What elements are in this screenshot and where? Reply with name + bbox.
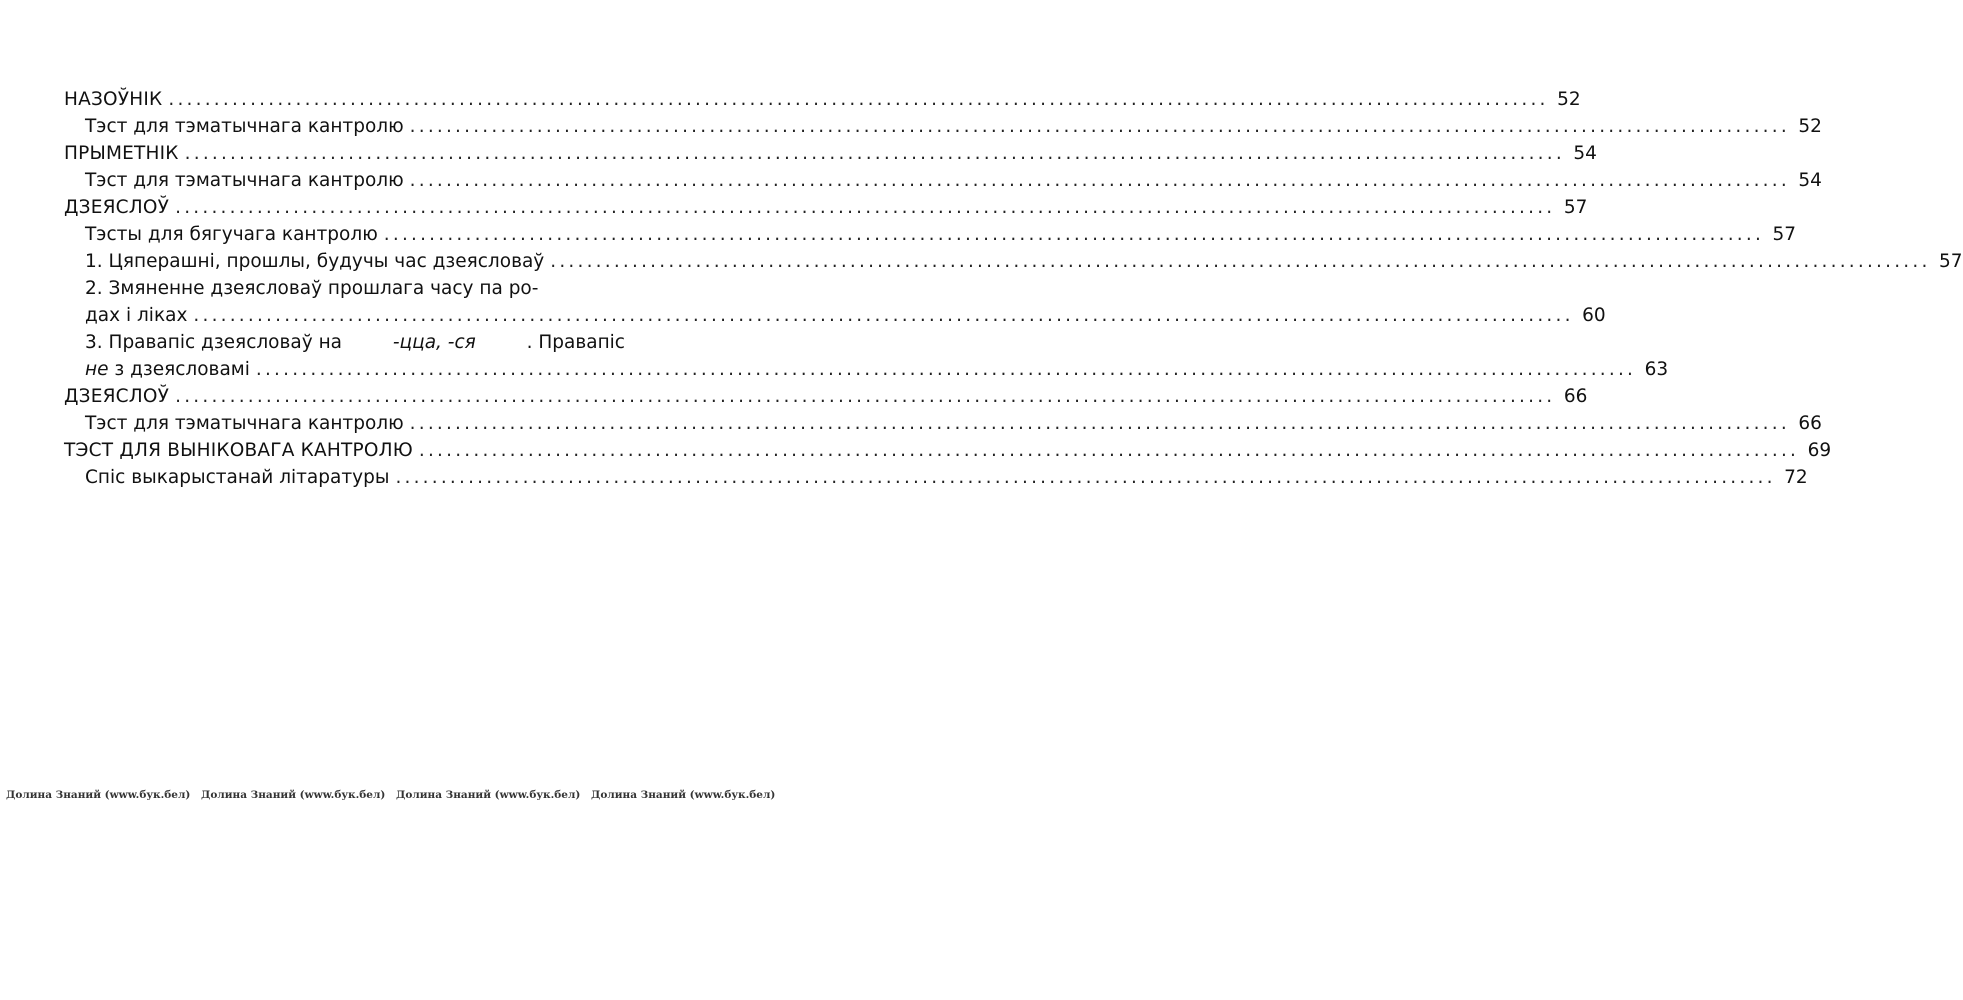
toc-entry-prymetnik-test[interactable] xyxy=(64,167,1822,194)
dot-leader xyxy=(384,221,1764,248)
toc-page-number: 54 xyxy=(1798,170,1822,191)
dot-leader xyxy=(168,86,1548,113)
watermark-text: Долина Знаний (www.бук.бел) xyxy=(591,789,776,801)
toc-entry-title: Спіс выкарыстанай літаратуры xyxy=(85,467,390,488)
watermark-text: Долина Знаний (www.бук.бел) xyxy=(6,789,191,801)
toc-page-number: 72 xyxy=(1784,467,1808,488)
dot-leader xyxy=(256,356,1636,383)
toc-entry-title: 2. Змяненне дзеясловаў прошлага часу па ро- xyxy=(85,278,539,299)
dot-leader xyxy=(419,437,1799,464)
toc-entry-nazounik-test[interactable] xyxy=(64,113,1822,140)
toc-entry-title: ДЗЕЯСЛОЎ xyxy=(64,386,170,407)
toc-entry-title: 3. Правапіс дзеясловаў на xyxy=(85,332,343,353)
dot-leader xyxy=(410,410,1790,437)
toc-entry-prymetnik[interactable] xyxy=(64,140,1597,167)
toc-page-number: 57 xyxy=(1938,251,1963,272)
watermark-text: Долина Знаний (www.бук.бел) xyxy=(396,789,581,801)
toc-page-number: 57 xyxy=(1563,197,1588,218)
toc-entry-title: 1. Цяперашні, прошлы, будучы час дзеясловаў xyxy=(85,251,545,272)
toc-entry-dzeyaslou[interactable] xyxy=(64,194,1588,221)
toc-entry-zmyanenne-line2[interactable] xyxy=(64,302,1606,329)
toc-entry-title: ТЭСТ ДЛЯ ВЫНІКОВАГА КАНТРОЛЮ xyxy=(64,440,413,461)
toc-page-number: 66 xyxy=(1563,386,1588,407)
toc-page-number: 63 xyxy=(1644,359,1669,380)
toc-entry-title: Тэст для тэматычнага кантролю xyxy=(85,116,404,137)
toc-entry-title: ПРЫМЕТНІК xyxy=(64,143,179,164)
toc-entry-dzeyaslou-tests[interactable] xyxy=(64,221,1797,248)
toc-page-number: 60 xyxy=(1582,305,1606,326)
dot-leader xyxy=(395,464,1775,491)
dot-leader xyxy=(185,140,1565,167)
toc-entry-pravapis-line1[interactable] xyxy=(64,329,625,356)
toc-entry-chas-dzeyaslovau[interactable] xyxy=(64,248,1963,275)
toc-entry-title-rest: з дзеясловамі xyxy=(108,359,250,380)
dot-leader xyxy=(410,167,1790,194)
toc-page-number: 52 xyxy=(1798,116,1822,137)
toc-entry-title: Тэст для тэматычнага кантролю xyxy=(85,413,404,434)
toc-entry-title: Тэсты для бягучага кантролю xyxy=(85,224,378,245)
toc-page-number: 66 xyxy=(1798,413,1822,434)
toc-page-number: 52 xyxy=(1557,89,1581,110)
toc-entry-suffix-italic: -цца, -ся xyxy=(392,332,476,353)
watermark-strip xyxy=(0,789,776,809)
toc-entry-title: ДЗЕЯСЛОЎ xyxy=(64,197,170,218)
toc-entry-nazounik[interactable] xyxy=(64,86,1581,113)
toc-page-number: 57 xyxy=(1772,224,1797,245)
toc-entry-title: Тэст для тэматычнага кантролю xyxy=(85,170,404,191)
toc-entry-pravapis-line2[interactable] xyxy=(64,356,1669,383)
toc-entry-title-continued xyxy=(85,356,250,383)
toc-entry-ne-italic: не xyxy=(85,359,109,380)
toc-page-number: 54 xyxy=(1573,143,1597,164)
toc-entry-vynikovy-test[interactable] xyxy=(64,437,1832,464)
toc-entry-title-tail: . Правапіс xyxy=(526,332,625,353)
toc-page-number: 69 xyxy=(1807,440,1832,461)
dot-leader xyxy=(193,302,1573,329)
toc-entry-dzeyaslou-2[interactable] xyxy=(64,383,1588,410)
dot-leader xyxy=(410,113,1790,140)
toc-entry-title: НАЗОЎНІК xyxy=(64,89,163,110)
toc-entry-zmyanenne-line1[interactable] xyxy=(64,275,625,302)
dot-leader xyxy=(175,194,1555,221)
watermark-text: Долина Знаний (www.бук.бел) xyxy=(201,789,386,801)
toc-entry-literatura[interactable] xyxy=(64,464,1808,491)
toc-entry-dzeyaslou-2-test[interactable] xyxy=(64,410,1822,437)
toc-entry-title-continued: дах і ліках xyxy=(85,305,188,326)
dot-leader xyxy=(175,383,1555,410)
dot-leader xyxy=(550,248,1930,275)
table-of-contents xyxy=(64,86,1963,491)
